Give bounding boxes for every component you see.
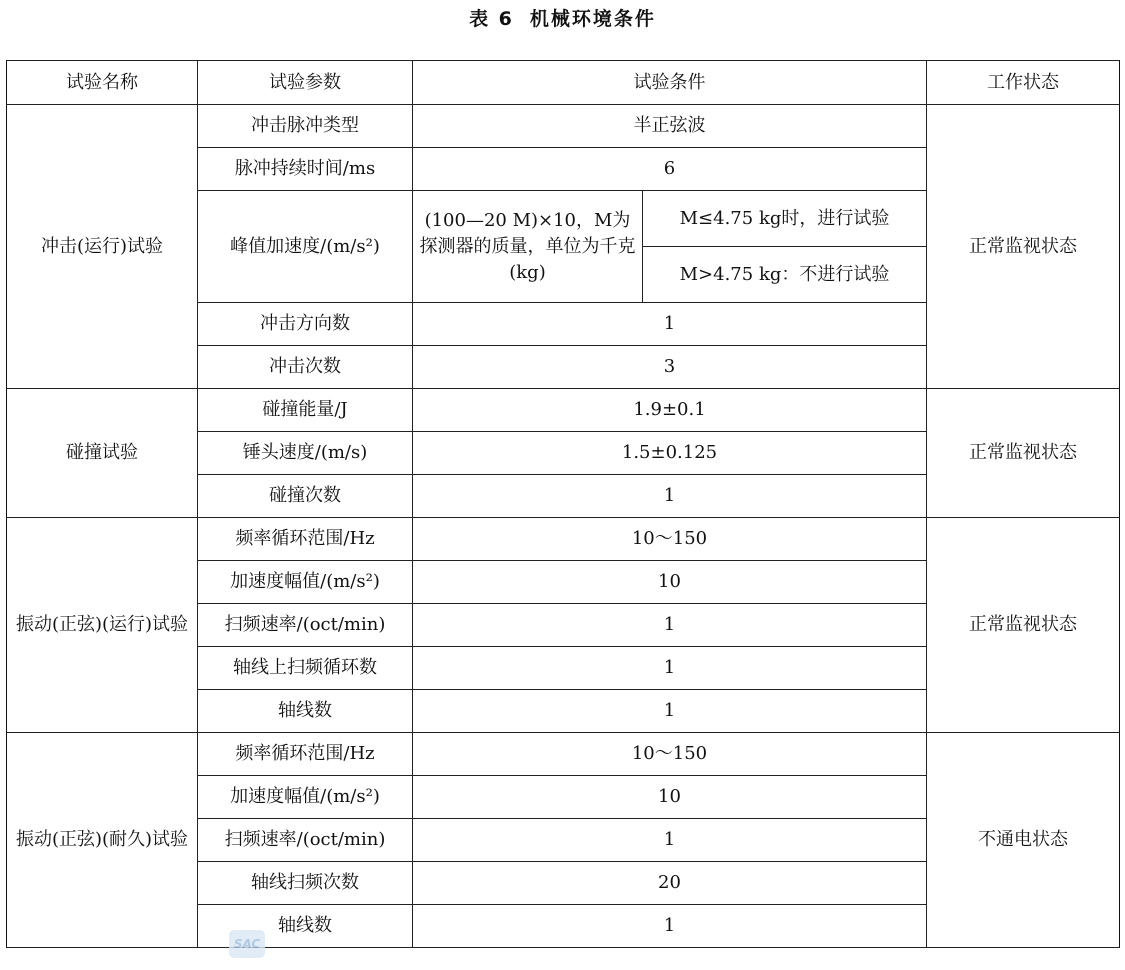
formula-cell: (100—20 M)×10，M为探测器的质量，单位为千克(kg) [413,191,643,303]
header-test-condition: 试验条件 [413,61,927,105]
param-cell: 加速度幅值/(m/s²) [198,561,413,604]
param-cell: 扫频速率/(oct/min) [198,604,413,647]
param-cell: 脉冲持续时间/ms [198,148,413,191]
condition-cell: 1.5±0.125 [413,432,927,475]
table-caption [0,4,1125,32]
param-cell: 冲击次数 [198,346,413,389]
condition-cell: 半正弦波 [413,105,927,148]
condition-cell: 3 [413,346,927,389]
condition-cell: 10～150 [413,733,927,776]
table-row [7,733,1120,776]
condition-cell: 10 [413,776,927,819]
param-cell: 轴线上扫频循环数 [198,647,413,690]
condition-subcell: M≤4.75 kg时，进行试验 [643,191,927,247]
mechanical-environment-table [6,60,1120,948]
param-cell: 碰撞能量/J [198,389,413,432]
param-cell: 轴线数 [198,905,413,948]
param-cell: 加速度幅值/(m/s²) [198,776,413,819]
condition-cell: 20 [413,862,927,905]
test-name-cell: 冲击(运行)试验 [7,105,198,389]
table-row [7,389,1120,432]
test-name-cell: 碰撞试验 [7,389,198,518]
header-test-name: 试验名称 [7,61,198,105]
test-name-cell: 振动(正弦)(耐久)试验 [7,733,198,948]
table-title: 机械环境条件 [529,8,656,30]
param-cell: 碰撞次数 [198,475,413,518]
param-cell: 频率循环范围/Hz [198,518,413,561]
sac-watermark-logo: SAC [229,930,265,958]
header-test-param: 试验参数 [198,61,413,105]
work-state-cell: 正常监视状态 [927,518,1120,733]
condition-cell: 1 [413,647,927,690]
header-row [7,61,1120,105]
param-cell: 冲击方向数 [198,303,413,346]
condition-cell: 1 [413,819,927,862]
condition-cell: 10～150 [413,518,927,561]
condition-cell: 1 [413,690,927,733]
param-cell: 冲击脉冲类型 [198,105,413,148]
header-work-state: 工作状态 [927,61,1120,105]
param-cell: 轴线扫频次数 [198,862,413,905]
param-cell: 扫频速率/(oct/min) [198,819,413,862]
condition-cell: 10 [413,561,927,604]
param-cell: 锤头速度/(m/s) [198,432,413,475]
work-state-cell: 不通电状态 [927,733,1120,948]
param-cell: 轴线数 [198,690,413,733]
condition-subcell: M>4.75 kg：不进行试验 [643,247,927,303]
table-number: 表 6 [469,8,514,30]
test-name-cell: 振动(正弦)(运行)试验 [7,518,198,733]
condition-cell: 1 [413,475,927,518]
condition-cell: 1 [413,604,927,647]
work-state-cell: 正常监视状态 [927,105,1120,389]
condition-cell: 1 [413,905,927,948]
work-state-cell: 正常监视状态 [927,389,1120,518]
table-row [7,105,1120,148]
param-cell: 峰值加速度/(m/s²) [198,191,413,303]
param-cell: 频率循环范围/Hz [198,733,413,776]
condition-cell: 6 [413,148,927,191]
condition-cell: 1 [413,303,927,346]
table-row [7,518,1120,561]
condition-cell: 1.9±0.1 [413,389,927,432]
